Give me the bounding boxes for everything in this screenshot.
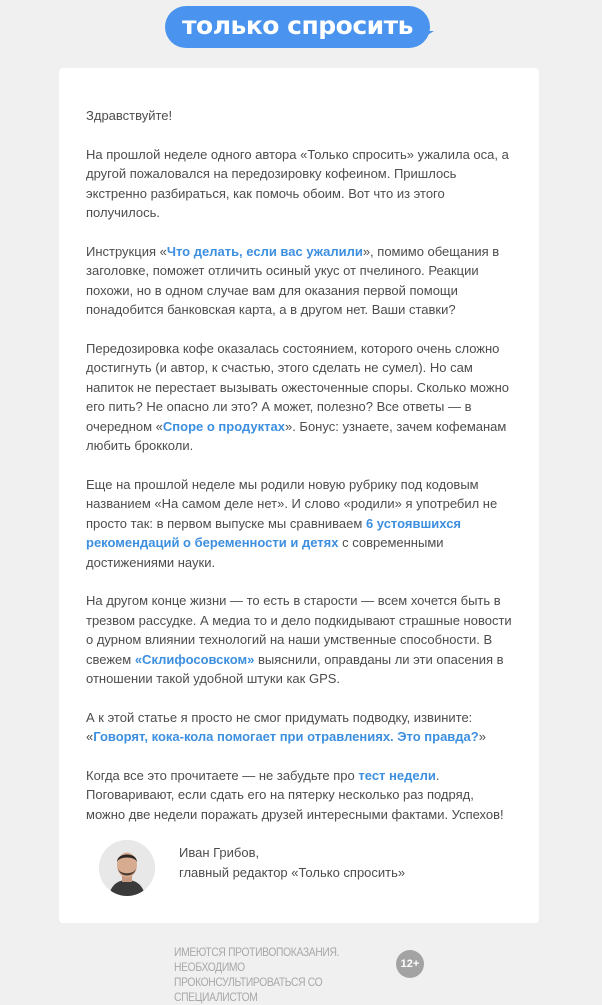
editor-role: главный редактор «Только спросить» xyxy=(179,865,406,880)
text: выяснили, оправданы ли эти опасения в отношении такой удобной штуки как GPS. xyxy=(86,651,504,686)
text: ». Бонус: узнаете, зачем кофеманам любить брокколи. xyxy=(86,418,507,453)
paragraph-5 xyxy=(86,591,516,689)
link-food-debate[interactable]: Споре о продуктах xyxy=(162,418,285,434)
age-rating-badge: 12+ xyxy=(396,950,424,978)
paragraph-2 xyxy=(86,242,516,320)
logo[interactable] xyxy=(0,5,602,49)
paragraph-7 xyxy=(86,766,516,825)
disclaimer-line-2: ПРОКОНСУЛЬТИРОВАТЬСЯ СО СПЕЦИАЛИСТОМ xyxy=(174,975,323,1004)
text: На другом конце жизни — то есть в старости — всем хочется быть в трезвом рассудке. А медиа то и дело подкидывают страшные новости о дурном влиянии технологий на наши умственные способности. В свежем xyxy=(86,593,512,667)
link-coca-cola[interactable]: Говорят, кока-кола помогает при отравлениях. Это правда? xyxy=(93,729,479,744)
link-weekly-test[interactable]: тест недели xyxy=(358,767,436,783)
paragraph-1: На прошлой неделе одного автора «Только спросить» ужалила оса, а другой пожаловался на передозировку кофеином. Пришлось экстренно разбираться, как помочь обоим. Вот что из этого получилось. xyxy=(86,146,509,220)
text: Еще на прошлой неделе мы родили новую рубрику под кодовым названием «На самом деле нет». И слово «родили» я употребил не просто так: в первом выпуске мы сравниваем xyxy=(86,476,498,531)
signature-text xyxy=(179,843,405,883)
text: с современными достижениями науки. xyxy=(86,535,444,570)
paragraph-4 xyxy=(86,475,516,573)
logo-bubble[interactable]: только спросить xyxy=(165,6,430,48)
letter-card xyxy=(59,68,539,923)
avatar xyxy=(99,840,155,896)
text: », помимо обещания в заголовке, поможет отличить осиный укус от пчелиного. Реакции похожи, но в одном случае вам для оказания первой помощи понадобится банковская карта, а в другом нет. Ваши ставки? xyxy=(86,243,500,317)
avatar-portrait-icon xyxy=(99,840,155,896)
link-sklifosovsky[interactable]: «Склифосовском» xyxy=(134,651,255,667)
footer-disclaimer xyxy=(174,944,434,1004)
text: Когда все это прочитаете — не забудьте про xyxy=(86,767,359,783)
disclaimer-text xyxy=(174,945,398,1005)
link-pregnancy-recommendations[interactable]: 6 устоявшихся рекомендаций о беременности и детях xyxy=(86,515,462,550)
text: Инструкция « xyxy=(86,243,167,259)
text: Передозировка кофе оказалась состоянием, которого очень сложно достигнуть (и автор, к счастью, этого сделать не сумел). Но сам напиток не перестает вызывать ожесточенные споры. Сколько можно его пить? Не опасно ли это? А может, полезно? Все ответы — в очередном « xyxy=(86,340,510,434)
text: А к этой статье я просто не смог придумать подводку, извините: « xyxy=(86,709,473,744)
disclaimer-line-1: ИМЕЮТСЯ ПРОТИВОПОКАЗАНИЯ. НЕОБХОДИМО xyxy=(174,945,340,974)
signature xyxy=(99,840,499,900)
editor-name: Иван Грибов, xyxy=(179,845,260,860)
link-wasp-sting[interactable]: Что делать, если вас ужалили xyxy=(166,243,363,259)
paragraph-6 xyxy=(86,708,516,747)
greeting: Здравствуйте! xyxy=(86,108,173,123)
logo-bubble-tail xyxy=(418,31,434,41)
paragraph-3 xyxy=(86,339,516,456)
text: » xyxy=(478,729,486,744)
text: . Поговаривают, если сдать его на пятерку несколько раз подряд, можно две недели поражать друзей интересными фактами. Успехов! xyxy=(86,767,504,822)
letter-body xyxy=(86,106,516,843)
